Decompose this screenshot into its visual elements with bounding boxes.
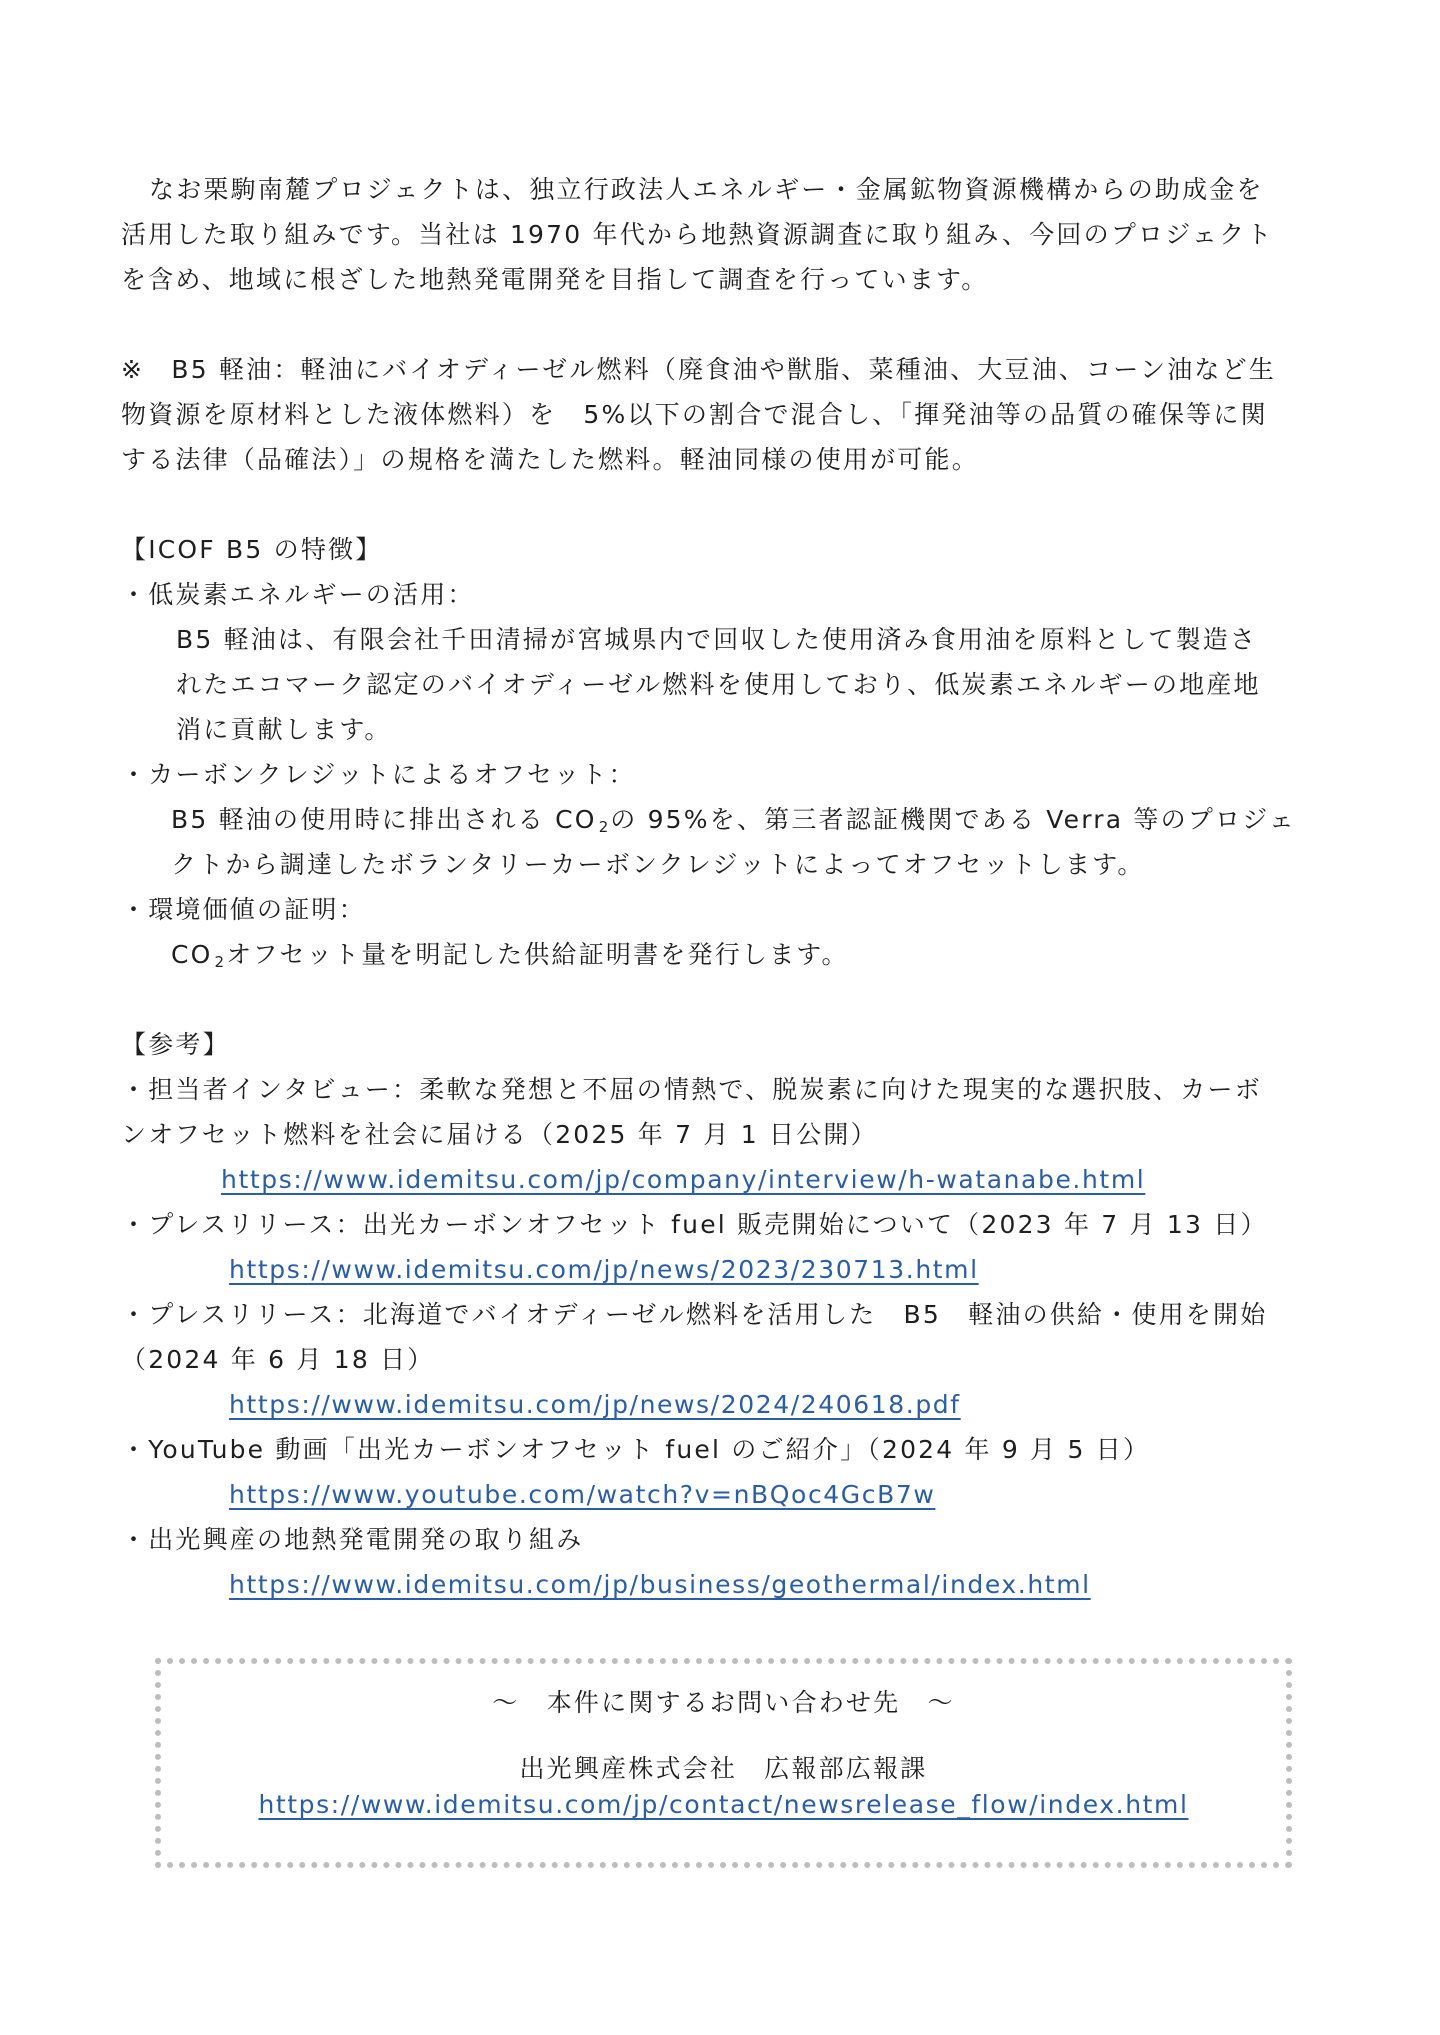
reference-3-link[interactable]: https://www.idemitsu.com/jp/news/2024/240618.pdf <box>229 1390 961 1419</box>
features-heading: 【ICOF B5 の特徴】 <box>121 535 383 564</box>
note-line-1: ※ B5 軽油：軽油にバイオディーゼル燃料（廃食油や獣脂、菜種油、大豆油、コーン油など生 <box>121 355 1277 384</box>
feature-3-text-b: オフセット量を明記した供給証明書を発行します。 <box>226 940 849 969</box>
reference-3-link-wrap <box>229 1390 961 1420</box>
reference-1-line-1: ・担当者インタビュー：柔軟な発想と不屈の情熱で、脱炭素に向けた現実的な選択肢、カーボ <box>121 1075 1262 1104</box>
co2-subscript: 2 <box>214 953 225 971</box>
reference-2-link[interactable]: https://www.idemitsu.com/jp/news/2023/230713.html <box>229 1255 979 1284</box>
contact-link[interactable]: https://www.idemitsu.com/jp/contact/newsrelease_flow/index.html <box>258 1790 1189 1819</box>
intro-line-3: を含め、地域に根ざした地熱発電開発を目指して調査を行っています。 <box>121 265 989 294</box>
note-line-3: する法律（品確法）」の規格を満たした燃料。軽油同様の使用が可能。 <box>121 445 979 474</box>
feature-2-line-1 <box>171 805 1296 842</box>
intro-line-1: なお栗駒南麓プロジェクトは、独立行政法人エネルギー・金属鉱物資源機構からの助成金を <box>149 175 1264 204</box>
contact-box <box>155 1658 1292 1868</box>
contact-link-wrap <box>161 1790 1286 1820</box>
references-heading: 【参考】 <box>121 1030 230 1059</box>
feature-3-title: ・環境価値の証明： <box>121 895 366 924</box>
reference-4-line-1: ・YouTube 動画「出光カーボンオフセット fuel のご紹介」（2024 年 9 月 5 日） <box>121 1435 1151 1464</box>
intro-line-2: 活用した取り組みです。当社は 1970 年代から地熱資源調査に取り組み、今回のプロジェクト <box>121 220 1274 249</box>
reference-5-link[interactable]: https://www.idemitsu.com/jp/business/geothermal/index.html <box>229 1570 1091 1599</box>
feature-3-text-a: CO <box>171 940 213 969</box>
reference-5-line-1: ・出光興産の地熱発電開発の取り組み <box>121 1525 584 1554</box>
feature-3-line-1 <box>171 940 849 977</box>
reference-2-link-wrap <box>229 1255 979 1285</box>
reference-4-link[interactable]: https://www.youtube.com/watch?v=nBQoc4GcB7w <box>229 1480 936 1509</box>
reference-4-link-wrap <box>229 1480 935 1510</box>
reference-1-link-wrap <box>221 1165 1145 1195</box>
contact-title: ～ 本件に関するお問い合わせ先 ～ <box>492 1688 955 1717</box>
feature-2-text-b: の 95%を、第三者認証機関である Verra 等のプロジェ <box>610 805 1297 834</box>
feature-1-line-1: B5 軽油は、有限会社千田清掃が宮城県内で回収した使用済み食用油を原料として製造さ <box>176 625 1258 654</box>
reference-1-link[interactable]: https://www.idemitsu.com/jp/company/interview/h-watanabe.html <box>221 1165 1146 1194</box>
contact-organization: 出光興産株式会社 広報部広報課 <box>519 1754 928 1783</box>
reference-1-line-2: ンオフセット燃料を社会に届ける（2025 年 7 月 1 日公開） <box>121 1120 878 1149</box>
feature-1-line-3: 消に貢献します。 <box>176 715 392 744</box>
feature-2-line-2: クトから調達したボランタリーカーボンクレジットによってオフセットします。 <box>171 850 1145 879</box>
note-line-2: 物資源を原材料とした液体燃料）を 5%以下の割合で混合し、「揮発油等の品質の確保等に関 <box>121 400 1268 429</box>
reference-3-line-2: （2024 年 6 月 18 日） <box>121 1345 435 1374</box>
reference-3-line-1: ・プレスリリース：北海道でバイオディーゼル燃料を活用した B5 軽油の供給・使用を開始 <box>121 1300 1268 1329</box>
feature-1-title: ・低炭素エネルギーの活用： <box>121 580 475 609</box>
reference-5-link-wrap <box>229 1570 1091 1600</box>
feature-2-text-a: B5 軽油の使用時に排出される CO <box>171 805 597 834</box>
reference-2-line-1: ・プレスリリース：出光カーボンオフセット fuel 販売開始について（2023 年 7 月 13 日） <box>121 1210 1268 1239</box>
co2-subscript: 2 <box>598 818 609 836</box>
feature-2-title: ・カーボンクレジットによるオフセット： <box>121 760 636 789</box>
feature-1-line-2: れたエコマーク認定のバイオディーゼル燃料を使用しており、低炭素エネルギーの地産地 <box>176 670 1261 699</box>
